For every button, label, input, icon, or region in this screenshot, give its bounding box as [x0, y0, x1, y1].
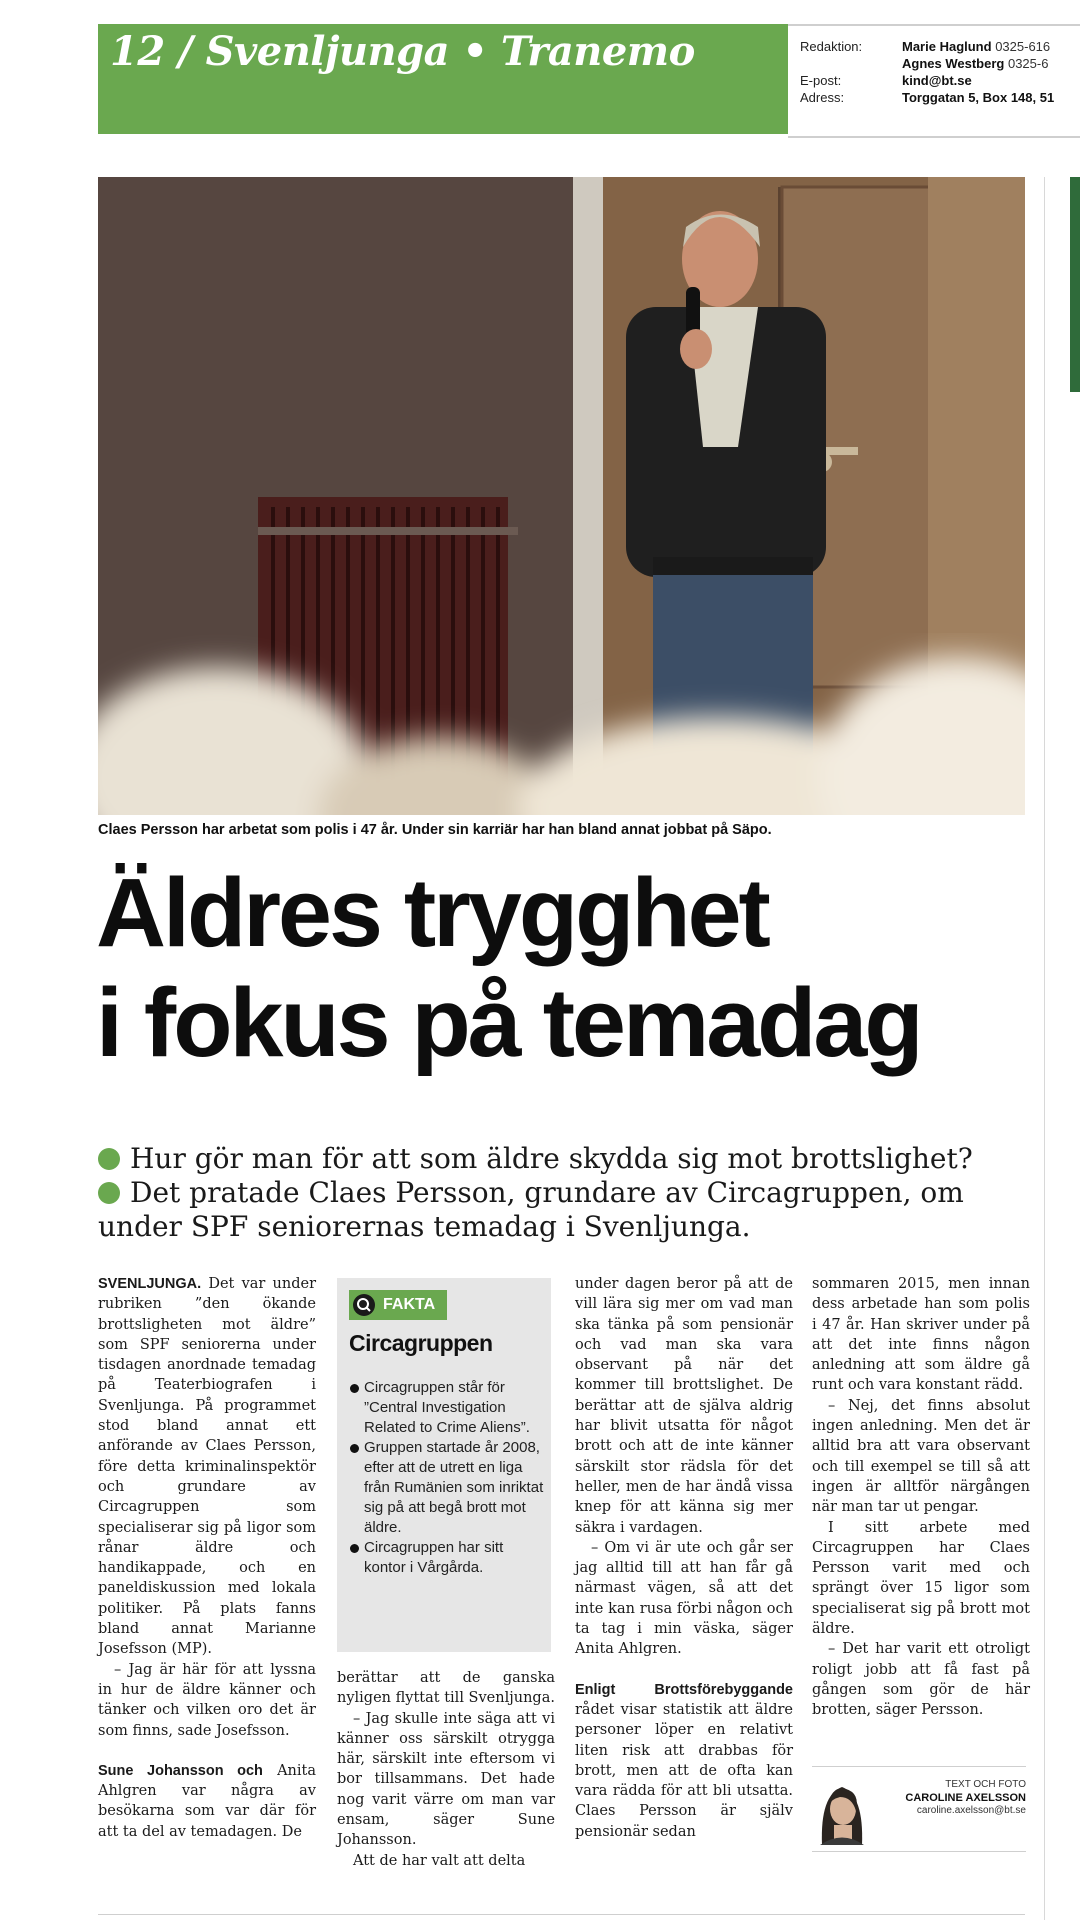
contact-label: Adress:: [800, 90, 845, 105]
page-divider: [98, 1914, 1025, 1915]
contact-row: [800, 72, 972, 89]
ingress-point-2: [98, 1176, 1028, 1244]
neighbor-column-edge: [1044, 177, 1080, 1920]
fact-box: [337, 1278, 551, 1652]
contact-row: [800, 55, 1048, 72]
editorial-contacts: [788, 24, 1080, 138]
green-dot-icon: [98, 1148, 120, 1170]
headline-line-1: Äldres trygghet: [96, 858, 768, 967]
body-column-4: [812, 1274, 1030, 1721]
dateline: SVENLJUNGA.: [98, 1276, 202, 1292]
contact-address: Torggatan 5, Box 148, 51: [902, 90, 1055, 105]
fact-item: Circagruppen har sitt kontor i Vårgårda.: [349, 1538, 545, 1578]
body-paragraph: I sitt arbete med Circagruppen har Claes Persson varit med och sprängt över 15 ligor som specialiserat sig på brott mot äldre.: [812, 1519, 1030, 1638]
body-column-3: [575, 1274, 793, 1842]
body-paragraph: [98, 1274, 316, 1660]
fact-item: Circagruppen står för ”Central Investigation Related to Crime Aliens”.: [349, 1378, 545, 1438]
subhead-lead: Enligt Brottsförebyggande: [575, 1681, 793, 1698]
fact-title: Circagruppen: [349, 1330, 493, 1356]
fact-list: [349, 1378, 545, 1578]
byline-label: TEXT OCH FOTO: [945, 1779, 1026, 1790]
body-paragraph: [575, 1680, 793, 1842]
contact-phone: 0325-6: [1007, 56, 1049, 71]
body-paragraph: Att de har valt att delta: [353, 1852, 526, 1869]
ingress: [98, 1142, 1028, 1244]
body-text: Anita Ahlgren var några av besökarna som var där för att ta del av temadagen. De: [98, 1762, 316, 1840]
body-column-1: [98, 1274, 316, 1842]
body-paragraph: – Det har varit ett otroligt roligt jobb att få fast på gången som gör de här brotten, säger Persson.: [812, 1641, 1030, 1719]
contact-row: [800, 89, 1054, 106]
contact-label: E-post:: [800, 73, 842, 88]
byline: [812, 1766, 1026, 1852]
fact-badge-label: FAKTA: [383, 1296, 436, 1313]
body-paragraph: – Jag skulle inte säga att vi känner oss särskilt otrygga här, särskilt inte eftersom vi bor tillsammans. Det hade nog varit värre om man var ensam, säger Sune Johansson.: [337, 1710, 555, 1849]
contact-row: [800, 38, 1050, 55]
body-column-2: [337, 1668, 555, 1871]
ingress-text-1: Hur gör man för att som äldre skydda sig mot brottslighet?: [130, 1142, 973, 1175]
ingress-point-1: [98, 1142, 1028, 1176]
contact-phone: 0325-616: [995, 39, 1051, 54]
ingress-text-2: Det pratade Claes Persson, grundare av Circagruppen, om under SPF seniorernas temadag i Svenljunga.: [98, 1176, 964, 1243]
byline-name: CAROLINE AXELSSON: [905, 1792, 1026, 1804]
body-paragraph: berättar att de ganska nyligen flyttat till Svenljunga.: [337, 1670, 555, 1707]
magnifier-icon: [353, 1294, 375, 1316]
neighbor-photo: [1070, 177, 1080, 392]
section-title: 12 / Svenljunga • Tranemo: [110, 28, 695, 75]
headline-line-2: i fokus på temadag: [96, 968, 921, 1077]
contact-email[interactable]: kind@bt.se: [902, 73, 972, 88]
body-paragraph: – Om vi är ute och går ser jag alltid till att han får gå närmast vägen, så att det inte kan rusa förbi någon och ta tag i min väska, säger Anita Ahlgren.: [575, 1539, 793, 1658]
headline: [96, 858, 1036, 1078]
green-dot-icon: [98, 1182, 120, 1204]
body-text: rådet visar statistik att äldre personer löper en relativt liten risk att drabbas för brott, men att de ofta kan vara rädda för att bli utsatta. Claes Persson är själv pensionär sedan: [575, 1701, 793, 1840]
avatar: [812, 1775, 872, 1845]
contact-name: Marie Haglund: [902, 39, 992, 54]
body-text: Det var under rubriken ”den ökande brottsligheten mot äldre” som SPF seniorerna under tisdagen anordnade temadag på Teaterbiografen i Svenljunga. På programmet stod bland annat ett anförande av Claes Persson, före detta kriminalinspektör och grundare av Circagruppen som specialiserar sig på ligor som rånar äldre och handikappade, och en paneldiskussion med lokala politiker. På plats fanns bland annat Marianne Josefsson (MP).: [98, 1276, 317, 1658]
fact-item: Gruppen startade år 2008, efter att de utrett en liga från Rumänien som inriktat sig på att begå brott mot äldre.: [349, 1438, 545, 1538]
body-paragraph: [98, 1761, 316, 1842]
body-paragraph: sommaren 2015, men innan dess arbetade han som polis i 47 år. Han skriver under på att det inte finns någon anledning att som äldre gå runt och vara konstant rädd.: [812, 1276, 1030, 1394]
speaker-photo-illustration: [98, 177, 1025, 815]
photo-caption: Claes Persson har arbetat som polis i 47 år. Under sin karriär har han bland annat jobbat på Säpo.: [98, 822, 772, 838]
fact-badge: [349, 1290, 447, 1320]
byline-email[interactable]: caroline.axelsson@bt.se: [916, 1805, 1026, 1816]
article-photo: [98, 177, 1025, 815]
contact-label: Redaktion:: [800, 39, 863, 54]
contact-name: Agnes Westberg: [902, 56, 1005, 71]
body-paragraph: – Nej, det finns absolut ingen anledning. Men det är alltid bra att vara observant och till exempel se till så att ingen är alltför närgången när man tar ut pengar.: [812, 1397, 1030, 1516]
body-paragraph: under dagen beror på att de vill lära sig mer om vad man ska tänka på som pensionär och vad man ska vara observant på när det kommer till brottslighet. De berättar att de själva aldrig har blivit utsatta för något brott och att de inte känner särskilt stor rädsla för det heller, men de har ändå vissa knep för att känna sig mer säkra i vardagen.: [575, 1276, 793, 1536]
body-paragraph: – Jag är här för att lyssna in hur de äldre känner och tänker och vilken oro det är som finns, sade Josefsson.: [98, 1661, 316, 1739]
subhead-lead: Sune Johansson och: [98, 1762, 263, 1779]
